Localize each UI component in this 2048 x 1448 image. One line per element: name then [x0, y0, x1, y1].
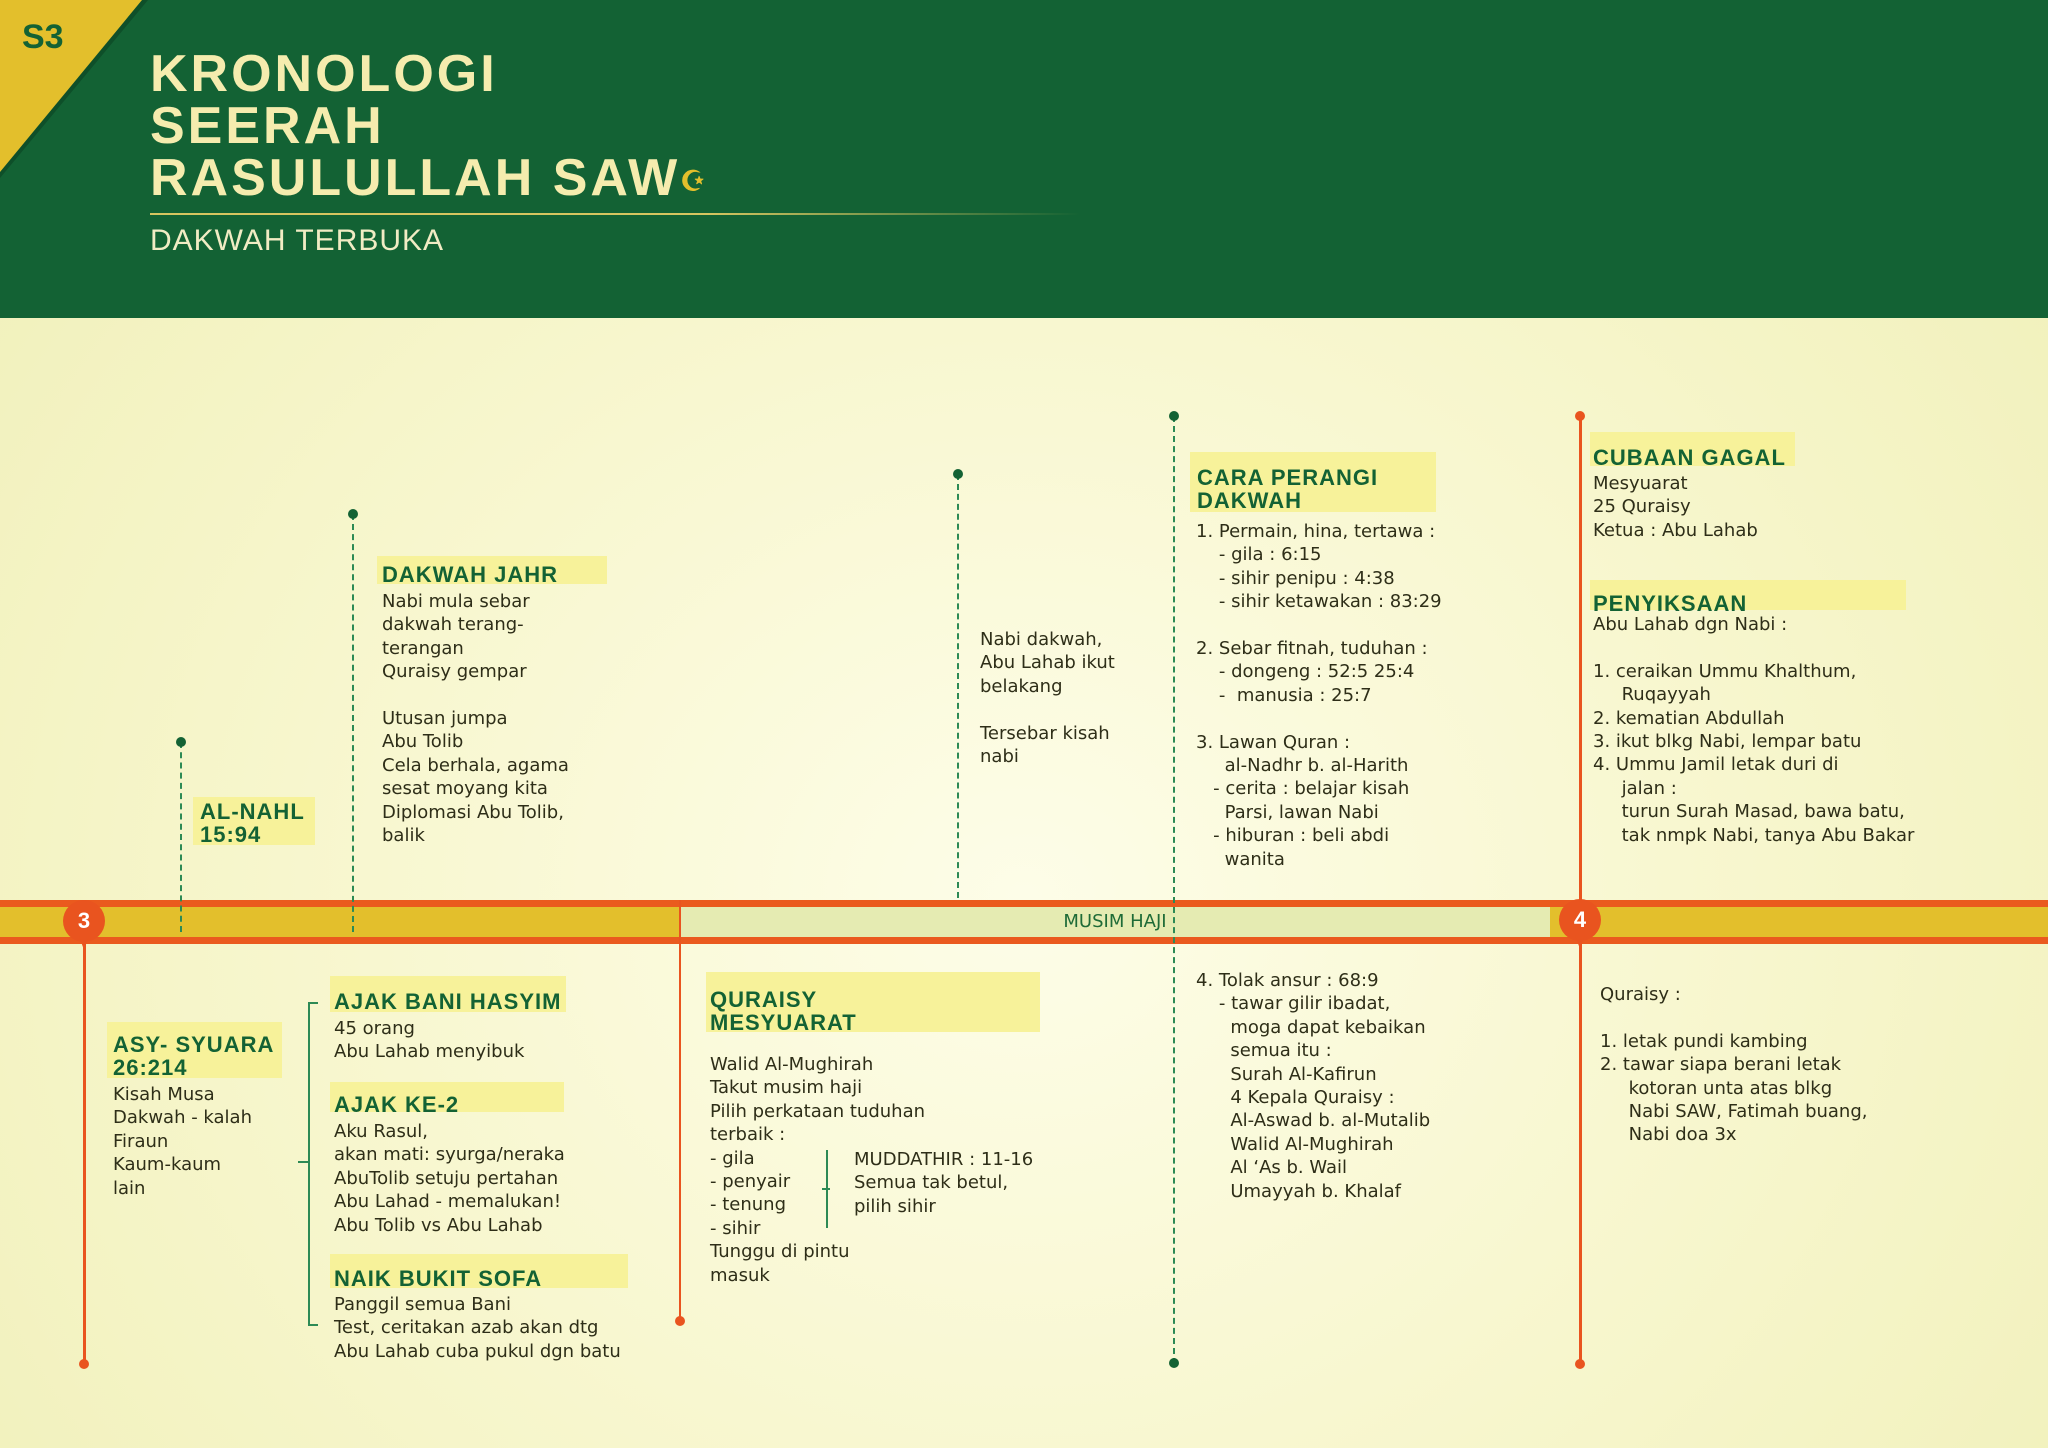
ajak-bani-hasyim-body: 45 orang Abu Lahab menyibuk [334, 1018, 525, 1063]
muddathir-note: MUDDATHIR : 11-16 Semua tak betul, pilih sihir [854, 1149, 1034, 1217]
timeline-dot [1169, 411, 1179, 421]
asy-syuara-heading: ASY- SYUARA 26:214 [113, 1032, 275, 1080]
cubaan-gagal-heading: CUBAAN GAGAL [1593, 445, 1786, 470]
stem-line [957, 474, 959, 898]
stem-line [180, 742, 182, 932]
ajak-ke2-heading: AJAK KE-2 [334, 1092, 460, 1117]
dakwah-jahr-heading: DAKWAH JAHR [382, 562, 558, 587]
asy-syuara-body: Kisah Musa Dakwah - kalah Firaun Kaum-kaum lain [113, 1084, 252, 1199]
timeline-dot [176, 737, 186, 747]
timeline-dot [348, 509, 358, 519]
ajak-bani-hasyim-heading: AJAK BANI HASYIM [334, 989, 562, 1014]
cara-perangi-body: 1. Permain, hina, tertawa : - gila : 6:15 - sihir penipu : 4:38 - sihir ketawakan : 83:29 2. Sebar fitnah, tuduhan : - dongeng : 52:5 25:4 - manusia : 25:7 3. Lawan Quran : al-Nadhr b. al-Harith - cerita : belajar kisah Parsi, lawan Nabi - hiburan : beli abdi wanita [1196, 521, 1442, 870]
group-bracket [308, 1002, 318, 1326]
crescent-star-icon: ☪ [680, 165, 709, 197]
stem-line [1173, 416, 1175, 1364]
quraisy-mesyuarat-body: Walid Al-Mughirah Takut musim haji Pilih perkataan tuduhan terbaik : - gila - penyair - tenung - sihir Tunggu di pintu masuk [710, 1054, 926, 1286]
nabi-dakwah-body: Nabi dakwah, Abu Lahab ikut belakang Tersebar kisah nabi [980, 629, 1115, 768]
penyiksaan-body: Abu Lahab dgn Nabi : 1. ceraikan Ummu Khalthum, Ruqayyah 2. kematian Abdullah 3. ikut blkg Nabi, lempar batu 4. Ummu Jamil letak duri di jalan : turun Surah Masad, bawa batu, tak nmpk Nabi, tanya Abu Bakar [1593, 614, 1915, 846]
timeline-dot [1575, 1359, 1585, 1369]
timeline-marker-end: 4 [1559, 899, 1601, 941]
musim-haji-divider [679, 900, 681, 1320]
title-divider [150, 213, 1080, 215]
stem-line [352, 514, 354, 932]
musim-haji-label: MUSIM HAJI [680, 907, 1550, 937]
page-title [150, 45, 709, 207]
tolak-ansur-body: 4. Tolak ansur : 68:9 - tawar gilir ibadat, moga dapat kebaikan semua itu : Surah Al-Kafirun 4 Kepala Quraisy : Al-Aswad b. al-Mutalib Walid Al-Mughirah Al ‘As b. Wail Umayyah b. Khalaf [1196, 970, 1431, 1202]
timeline-border-bottom [0, 937, 2048, 944]
timeline-marker-start: 3 [63, 900, 105, 942]
naik-bukit-sofa-body: Panggil semua Bani Test, ceritakan azab akan dtg Abu Lahab cuba pukul dgn batu [334, 1294, 621, 1362]
stem-line [1579, 416, 1582, 1364]
side-note-bracket-tick [822, 1188, 830, 1190]
title-line-2: SEERAH [150, 97, 385, 155]
cubaan-gagal-body: Mesyuarat 25 Quraisy Ketua : Abu Lahab [1593, 473, 1758, 541]
quraisy-final-body: Quraisy : 1. letak pundi kambing 2. tawar siapa berani letak kotoran unta atas blkg Nabi SAW, Fatimah buang, Nabi doa 3x [1600, 984, 1868, 1146]
timeline-border-top [0, 900, 2048, 907]
timeline-dot [675, 1316, 685, 1326]
quraisy-mesyuarat-heading: QURAISY MESYUARAT [710, 987, 857, 1035]
header-banner [0, 0, 2048, 318]
title-line-3-wrap [150, 149, 709, 207]
penyiksaan-heading: PENYIKSAAN [1593, 591, 1748, 616]
naik-bukit-sofa-heading: NAIK BUKIT SOFA [334, 1266, 543, 1291]
al-nahl-heading: AL-NAHL 15:94 [200, 799, 305, 847]
group-bracket-tick [298, 1161, 310, 1163]
timeline-dot [1575, 411, 1585, 421]
timeline-dot [79, 1359, 89, 1369]
cara-perangi-heading: CARA PERANGI DAKWAH [1197, 465, 1379, 513]
ajak-ke2-body: Aku Rasul, akan mati: syurga/neraka AbuTolib setuju pertahan Abu Lahad - memalukan! Abu Tolib vs Abu Lahab [334, 1121, 565, 1236]
timeline-dot [953, 469, 963, 479]
timeline-dot [1169, 1358, 1179, 1368]
title-line-1: KRONOLOGI [150, 45, 498, 103]
page-subtitle: DAKWAH TERBUKA [150, 224, 445, 257]
title-line-3: RASULULLAH SAW [150, 149, 681, 207]
section-badge: S3 [22, 18, 64, 56]
stem-line [83, 940, 86, 1365]
dakwah-jahr-body: Nabi mula sebar dakwah terang- terangan Quraisy gempar Utusan jumpa Abu Tolib Cela berhala, agama sesat moyang kita Diplomasi Abu Tolib, balik [382, 591, 569, 847]
